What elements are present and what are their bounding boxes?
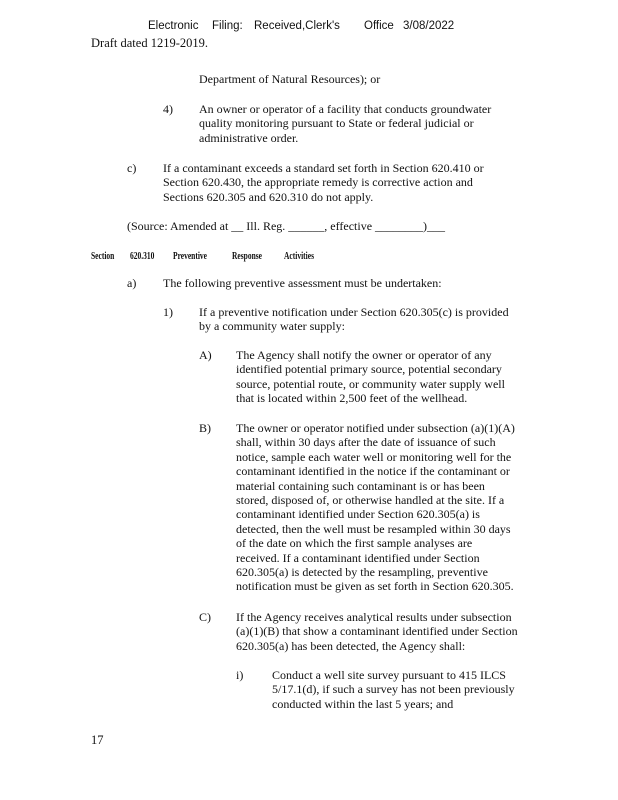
item-1-line: by a community water supply: xyxy=(199,319,345,334)
item-4-line: administrative order. xyxy=(199,130,299,145)
item-B-line: received. If a contaminant identified under Section xyxy=(236,550,480,565)
item-C-number: C) xyxy=(199,610,211,624)
item-c-line: Sections 620.305 and 620.310 do not apply. xyxy=(163,189,374,204)
subsection-a-number: a) xyxy=(127,276,137,290)
item-c-number: c) xyxy=(127,161,137,175)
item-1-number: 1) xyxy=(163,305,173,319)
item-B-line: The owner or operator notified under subsection (a)(1)(A) xyxy=(236,421,515,435)
item-c-text xyxy=(163,161,484,204)
item-A-line: that is located within 2,500 feet of the wellhead. xyxy=(236,391,468,406)
item-B-line: shall, within 30 days after the date of issuance of such xyxy=(236,435,496,450)
section-number: 620.310 xyxy=(130,249,155,262)
item-A-line: source, potential route, or community water supply well xyxy=(236,376,505,391)
item-A-text xyxy=(236,348,505,406)
item-i-line: Conduct a well site survey pursuant to 415 ILCS xyxy=(272,668,506,682)
item-A-line: The Agency shall notify the owner or operator of any xyxy=(236,348,492,362)
item-B-line: contaminant identified in the notice if the contaminant or xyxy=(236,464,510,479)
dnr-tail-text: Department of Natural Resources); or xyxy=(199,72,381,86)
draft-date: Draft dated 1219-2019. xyxy=(91,36,208,50)
page-number: 17 xyxy=(91,733,104,747)
section-word: Section xyxy=(91,249,115,262)
item-A-number: A) xyxy=(199,348,212,362)
item-c-line: If a contaminant exceeds a standard set forth in Section 620.410 or xyxy=(163,161,484,175)
item-1-text xyxy=(199,305,509,334)
item-C-line: (a)(1)(B) that show a contaminant identified under Section xyxy=(236,624,518,639)
item-B-text xyxy=(236,421,515,594)
item-B-line: material containing such contaminant is or has been xyxy=(236,478,485,493)
subsection-a-text: The following preventive assessment must be undertaken: xyxy=(163,276,442,290)
item-c-line: Section 620.430, the appropriate remedy is corrective action and xyxy=(163,175,473,190)
item-i-line: 5/17.1(d), if such a survey has not been previously xyxy=(272,682,515,697)
item-B-line: notice, sample each water well or monitoring well for the xyxy=(236,449,512,464)
item-i-line: conducted within the last 5 years; and xyxy=(272,696,454,711)
item-i-text xyxy=(272,668,515,711)
item-B-line: 620.305(a) is detected by the resampling, preventive xyxy=(236,565,488,580)
item-4-line: An owner or operator of a facility that conducts groundwater xyxy=(199,102,492,116)
item-B-line: of the date on which the first sample analyses are xyxy=(236,536,473,551)
item-B-line: contaminant identified under Section 620.305(a) is xyxy=(236,507,480,522)
item-4-text xyxy=(199,102,491,145)
section-title-word: Preventive xyxy=(173,249,208,262)
section-title-word: Activities xyxy=(284,249,314,262)
item-B-line: stored, disposed of, or otherwise handled at the site. If a xyxy=(236,493,505,508)
item-i-number: i) xyxy=(236,668,244,682)
item-4-line: quality monitoring pursuant to State or federal judicial or xyxy=(199,116,474,131)
section-title-word: Response xyxy=(232,249,263,262)
filing-date: 3/08/2022 xyxy=(403,20,455,32)
item-4-number: 4) xyxy=(163,102,173,116)
item-C-text xyxy=(236,610,518,653)
item-1-line: If a preventive notification under Section 620.305(c) is provided xyxy=(199,305,509,319)
item-C-line: If the Agency receives analytical results under subsection xyxy=(236,610,512,624)
filing-word-filing: Filing: xyxy=(212,20,243,32)
filing-word-received: Received,Clerk's xyxy=(254,20,340,32)
item-B-line: detected, then the well must be resampled within 30 days xyxy=(236,521,511,536)
item-B-number: B) xyxy=(199,421,211,435)
item-B-line: notification must be given as set forth in Section 620.305. xyxy=(236,579,514,594)
filing-word-office: Office xyxy=(364,20,394,32)
filing-word-electronic: Electronic xyxy=(148,20,199,32)
source-note: (Source: Amended at __ Ill. Reg. ______, effective ________)___ xyxy=(127,219,446,233)
item-C-line: 620.305(a) has been detected, the Agency shall: xyxy=(236,638,466,653)
item-A-line: identified potential primary source, potential secondary xyxy=(236,362,502,377)
